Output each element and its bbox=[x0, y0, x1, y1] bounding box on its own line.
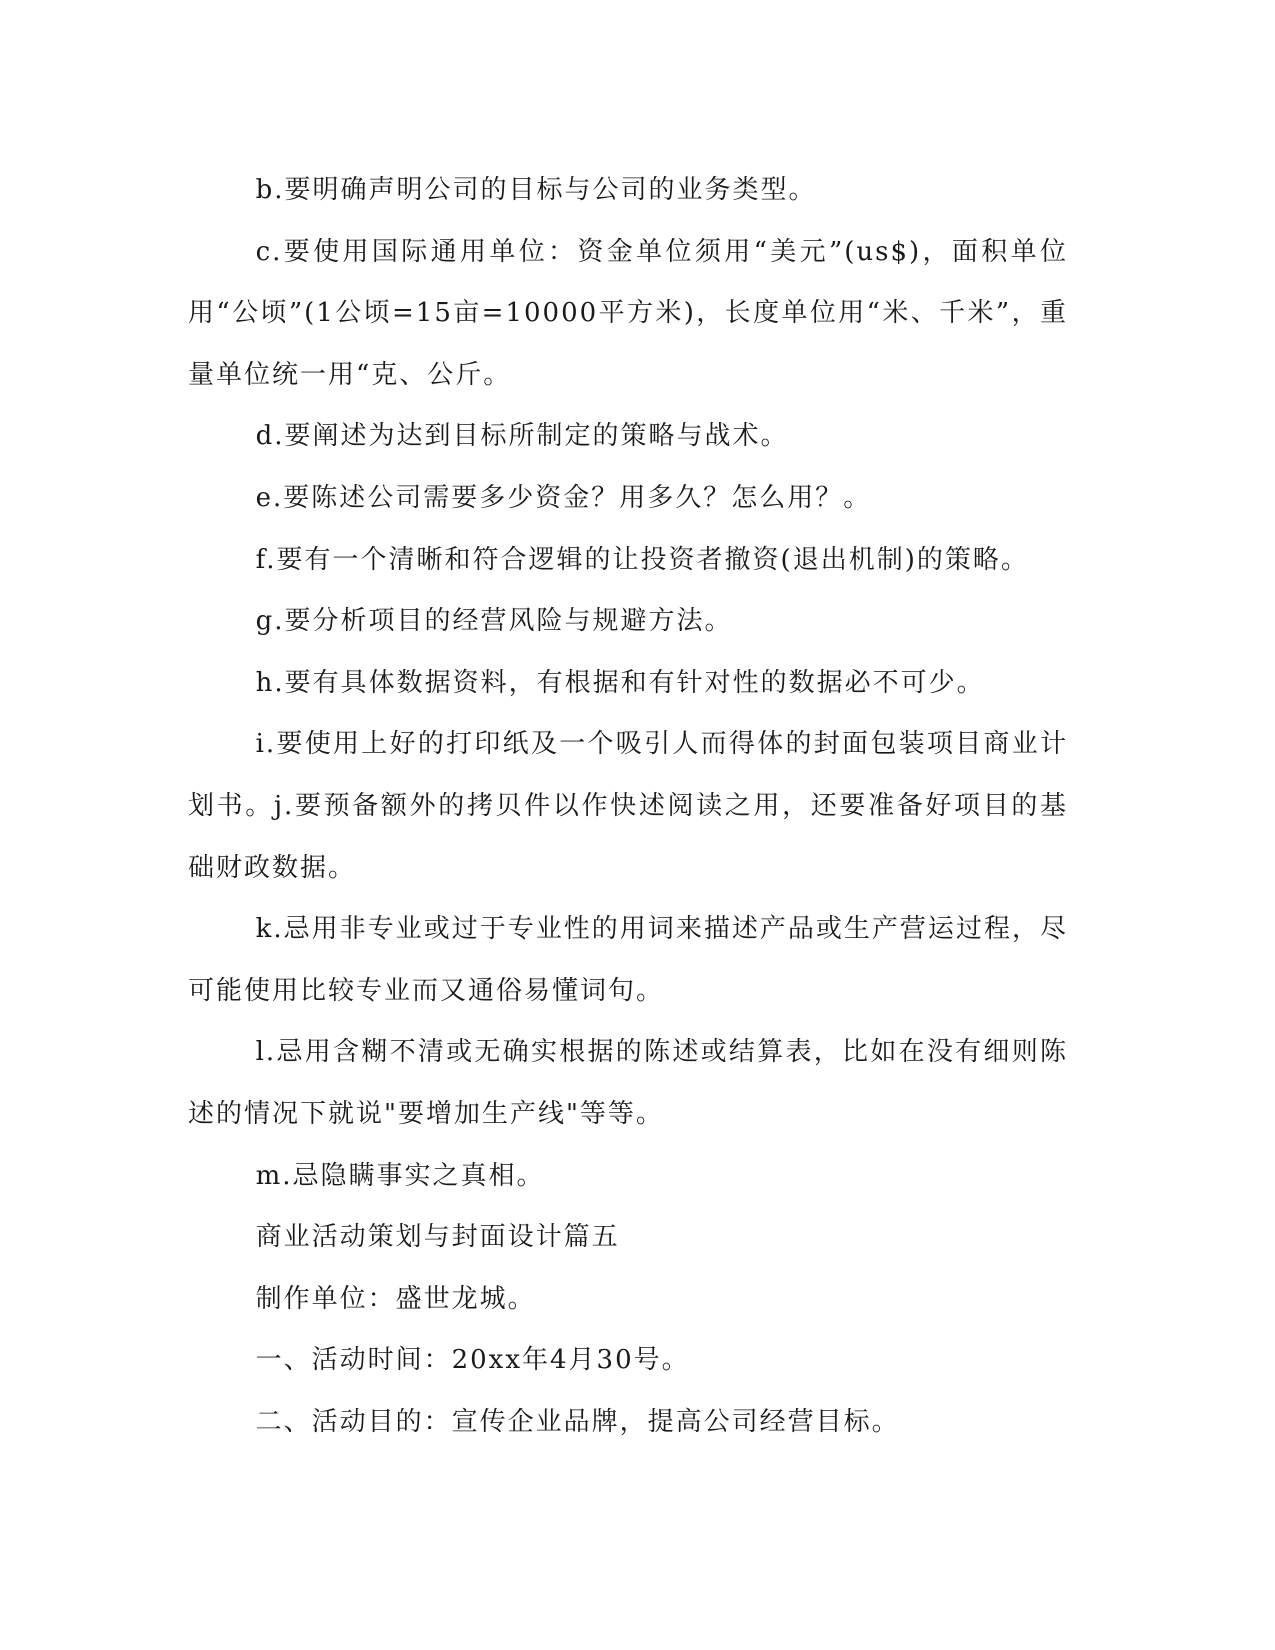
paragraph-f: f.要有一个清晰和符合逻辑的让投资者撤资(退出机制)的策略。 bbox=[255, 544, 1029, 575]
paragraph-i-j: i.要使用上好的打印纸及一个吸引人而得体的封面包装项目商业计划书。j.要预备额外的拷贝件以作快述阅读之用，还要准备好项目的基础财政数据。 bbox=[188, 729, 1068, 883]
activity-time-line: 一、活动时间：20xx年4月30号。 bbox=[255, 1345, 690, 1376]
paragraph-h: h.要有具体数据资料，有根据和有针对性的数据必不可少。 bbox=[255, 667, 985, 698]
paragraph-e: e.要陈述公司需要多少资金？用多久？怎么用？。 bbox=[255, 482, 872, 513]
paragraph-c: c.要使用国际通用单位：资金单位须用“美元”(us$)，面积单位用“公顷”(1公顷=15亩=10000平方米)，长度单位用“米、千米”，重量单位统一用“克、公斤。 bbox=[188, 236, 1068, 390]
paragraph-m: m.忌隐瞒事实之真相。 bbox=[255, 1160, 545, 1191]
activity-goal-line: 二、活动目的：宣传企业品牌，提高公司经营目标。 bbox=[255, 1406, 900, 1437]
producer-line: 制作单位：盛世龙城。 bbox=[255, 1283, 536, 1314]
document-body bbox=[188, 160, 1068, 1453]
paragraph-d: d.要阐述为达到目标所制定的策略与战术。 bbox=[255, 421, 789, 452]
paragraph-g: g.要分析项目的经营风险与规避方法。 bbox=[255, 606, 733, 637]
paragraph-k: k.忌用非专业或过于专业性的用词来描述产品或生产营运过程，尽可能使用比较专业而又通俗易懂词句。 bbox=[188, 914, 1068, 1006]
paragraph-b: b.要明确声明公司的目标与公司的业务类型。 bbox=[255, 175, 817, 205]
paragraph-l: l.忌用含糊不清或无确实根据的陈述或结算表，比如在没有细则陈述的情况下就说"要增加生产线"等等。 bbox=[188, 1037, 1068, 1129]
section-title: 商业活动策划与封面设计篇五 bbox=[255, 1222, 620, 1253]
